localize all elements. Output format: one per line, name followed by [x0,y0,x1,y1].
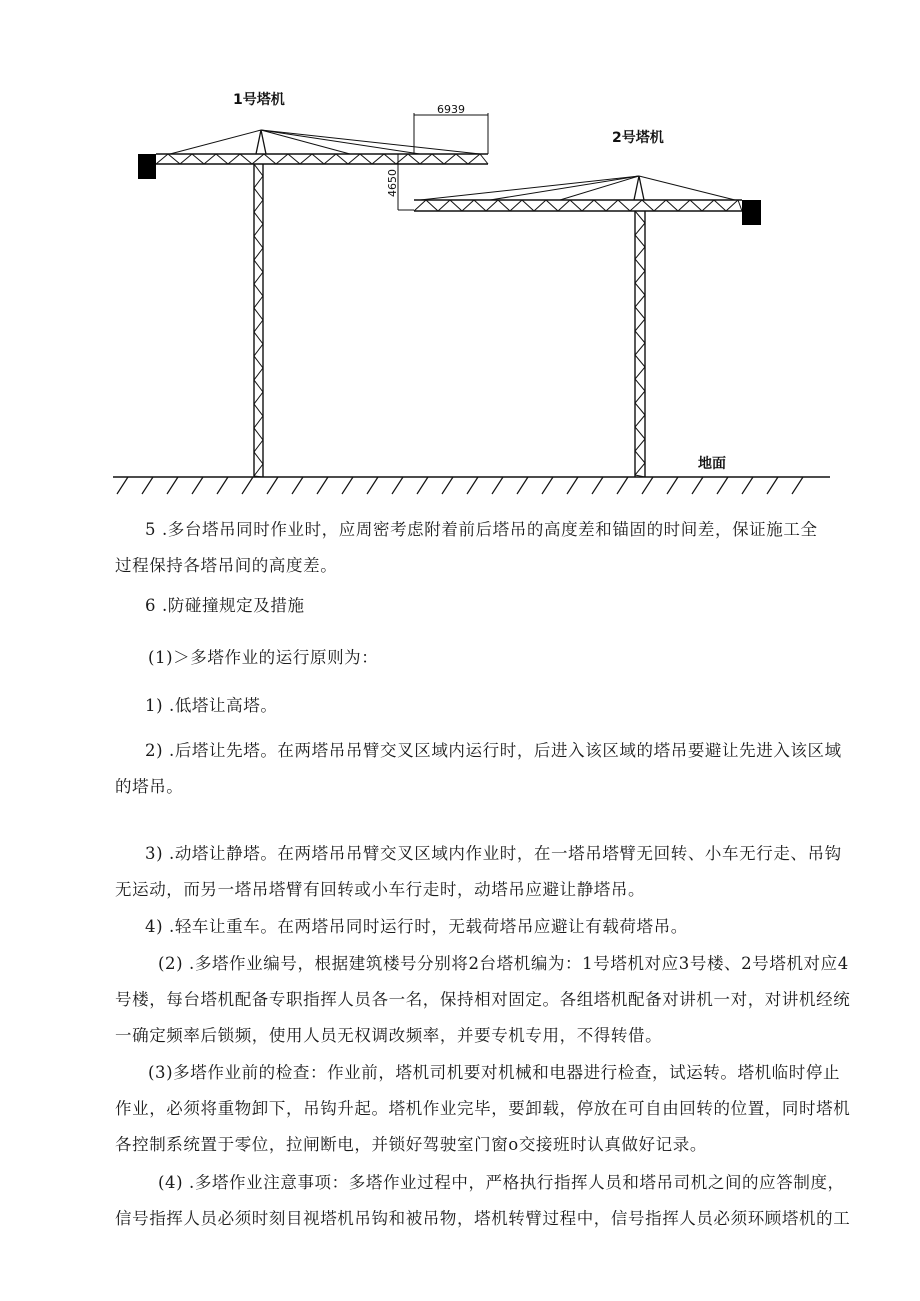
boom-lacing [450,200,462,211]
paragraph-line: 1) .低塔让高塔。 [145,696,278,715]
mast-lacing [635,391,645,403]
boom-lacing [690,200,702,211]
ground-hatch [292,477,303,494]
mast-lacing [254,404,263,416]
paragraph-line: 信号指挥人员必须时刻目视塔机吊钩和被吊物，塔机转臂过程中，信号指挥人员必须环顾塔机的工 [115,1209,851,1228]
mast-lacing [254,224,263,236]
ground-hatch [242,477,253,494]
ground-hatch [592,477,603,494]
ground-hatch [792,477,803,494]
mast-lacing [635,427,645,439]
horizontal-dimension-value: 6939 [437,103,465,116]
tie-rod [261,130,480,154]
boom-lacing [498,200,510,211]
item-3 [115,1055,851,1163]
boom-lacing [558,200,570,211]
crane-1 [138,130,488,477]
ground-hatch [442,477,453,494]
rule-2 [115,733,842,805]
mast-lacing [635,439,645,451]
tie-rod [490,176,639,200]
paragraph-line: 过程保持各塔吊间的高度差。 [115,556,338,575]
item-1-heading [148,640,378,676]
ground-hatch [717,477,728,494]
tower-head [256,130,261,154]
boom-lacing [324,154,336,164]
ground-hatch [217,477,228,494]
tie-rod [639,176,735,200]
boom-lacing [456,154,468,164]
ground-hatch [642,477,653,494]
mast-lacing [254,368,263,380]
ground-hatch [667,477,678,494]
ground-label: 地面 [698,456,726,472]
boom-lacing [312,154,324,164]
rule-4 [145,909,688,945]
boom-lacing [420,154,432,164]
ground-hatch [517,477,528,494]
boom-lacing [264,154,276,164]
mast-lacing [635,319,645,331]
mast-lacing [635,307,645,319]
mast-lacing [254,176,263,188]
mast-lacing [635,247,645,259]
tower-crane-diagram [0,0,920,500]
rule-3 [115,836,842,908]
boom-lacing [252,154,264,164]
ground-hatch [692,477,703,494]
boom-lacing [618,200,630,211]
boom-lacing [654,200,666,211]
mast-lacing [635,355,645,367]
mast-lacing [254,440,263,452]
mast-lacing [254,296,263,308]
boom-lacing [432,154,444,164]
paragraph-line: 4) .轻车让重车。在两塔吊同时运行时，无载荷塔吊应避让有载荷塔吊。 [145,917,688,936]
mast-lacing [635,343,645,355]
boom-lacing [534,200,546,211]
section-heading: 6 .防碰撞规定及措施 [145,596,305,615]
paragraph-line: 的塔吊。 [115,777,184,796]
mast-lacing [254,392,263,404]
mast-lacing [254,248,263,260]
mast-lacing [635,415,645,427]
boom-lacing [438,200,450,211]
ground-hatch [342,477,353,494]
ground-hatch [367,477,378,494]
paragraph-line: 各控制系统置于零位，拉闸断电，并锁好驾驶室门窗o交接班时认真做好记录。 [115,1135,707,1154]
boom-lacing [276,154,288,164]
tie-rod [261,130,420,154]
boom-lacing [240,154,252,164]
ground-hatch [542,477,553,494]
ground-hatch [417,477,428,494]
mast-lacing [635,463,645,475]
mast-lacing [635,403,645,415]
mast-lacing [254,380,263,392]
mast-lacing [254,416,263,428]
boom-lacing [738,200,742,211]
tower-head [634,176,639,200]
crane-1-label: 1号塔机 [233,92,285,108]
boom-lacing [726,200,738,211]
crane-2 [414,176,761,477]
ground-line [113,477,830,494]
ground-hatch [192,477,203,494]
boom-lacing [426,200,438,211]
mast-lacing [254,260,263,272]
boom-lacing [408,154,420,164]
paragraph-line: (1)＞多塔作业的运行原则为： [148,648,379,667]
tie-rod [170,130,261,154]
mast-lacing [635,283,645,295]
boom-lacing [192,154,204,164]
paragraph-line: (4) .多塔作业注意事项：多塔作业过程中，严格执行指挥人员和塔吊司机之间的应答制度， [158,1173,845,1192]
mast-lacing [635,295,645,307]
boom-lacing [336,154,348,164]
paragraph-line: 作业，必须将重物卸下，吊钩升起。塔机作业完毕，要卸载，停放在可自由回转的位置，同时塔机 [115,1099,851,1118]
ground-hatch [117,477,128,494]
counterweight [742,200,761,225]
boom-lacing [360,154,372,164]
ground-hatch [617,477,628,494]
boom-lacing [702,200,714,211]
mast-lacing [254,452,263,464]
boom-lacing [288,154,300,164]
ground-hatch [767,477,778,494]
mast-lacing [254,428,263,440]
boom-lacing [510,200,522,211]
ground-hatch [392,477,403,494]
mast-lacing [635,223,645,235]
mast-lacing [254,284,263,296]
mast-lacing [254,464,263,476]
ground-hatch [167,477,178,494]
tie-rod [420,176,639,200]
boom-lacing [666,200,678,211]
tie-rod [261,130,350,154]
paragraph-line: 3) .动塔让静塔。在两塔吊吊臂交叉区域内作业时，在一塔吊塔臂无回转、小车无行走、吊钩 [145,844,842,863]
boom-lacing [678,200,690,211]
tie-rod [560,176,639,200]
boom-lacing [486,200,498,211]
boom-lacing [168,154,180,164]
boom-lacing [642,200,654,211]
mast-lacing [254,200,263,212]
item-4 [115,1165,851,1237]
paragraph-line: 无运动，而另一塔吊塔臂有回转或小车行走时，动塔吊应避让静塔吊。 [115,880,646,899]
mast-lacing [635,451,645,463]
mast-lacing [254,356,263,368]
crane-elevation-drawing [0,0,920,500]
ground-hatch [267,477,278,494]
paragraph-line: (3)多塔作业前的检查：作业前，塔机司机要对机械和电器进行检查，试运转。塔机临时停止 [148,1063,841,1082]
mast-lacing [635,379,645,391]
boom-lacing [372,154,384,164]
dimension-lines [398,113,488,210]
item-2 [115,946,851,1054]
tower-head [261,130,266,154]
vertical-dimension-value: 4650 [386,169,399,197]
boom-lacing [546,200,558,211]
heading-6 [145,588,305,624]
boom-lacing [480,154,488,164]
mast-lacing [254,236,263,248]
paragraph-line: 5 .多台塔吊同时作业时，应周密考虑附着前后塔吊的高度差和锚固的时间差，保证施工全 [145,520,818,539]
mast-lacing [635,271,645,283]
boom-lacing [462,200,474,211]
ground-hatch [467,477,478,494]
paragraph-line: 号楼，每台塔机配备专职指挥人员各一名，保持相对固定。各组塔机配备对讲机一对，对讲机经统 [115,990,851,1009]
rule-1 [145,688,277,724]
boom-lacing [630,200,642,211]
ground-hatch [567,477,578,494]
boom-lacing [522,200,534,211]
ground-hatch [742,477,753,494]
mast-lacing [254,164,263,176]
mast-lacing [254,212,263,224]
boom-lacing [180,154,192,164]
mast-lacing [635,211,645,223]
mast-lacing [254,320,263,332]
crane-2-label: 2号塔机 [612,130,664,146]
boom-lacing [384,154,396,164]
paragraph-line: 2) .后塔让先塔。在两塔吊吊臂交叉区域内运行时，后进入该区域的塔吊要避让先进入该区域 [145,741,842,760]
ground-hatch [492,477,503,494]
boom-lacing [606,200,618,211]
mast-lacing [635,367,645,379]
boom-lacing [204,154,216,164]
paragraph-line: (2) .多塔作业编号，根据建筑楼号分别将2台塔机编为：1号塔机对应3号楼、2号塔机对应4 [158,954,849,973]
boom-lacing [468,154,480,164]
boom-lacing [216,154,228,164]
boom-lacing [414,200,426,211]
mast-lacing [635,235,645,247]
mast-lacing [635,259,645,271]
boom-lacing [228,154,240,164]
boom-lacing [474,200,486,211]
paragraph-line: 一确定频率后锁频，使用人员无权调改频率，并要专机专用，不得转借。 [115,1026,663,1045]
mast-lacing [254,344,263,356]
tower-head [639,176,644,200]
boom-lacing [156,154,168,164]
boom-lacing [714,200,726,211]
counterweight [138,154,156,179]
paragraph-5 [115,512,818,584]
boom-lacing [300,154,312,164]
mast-lacing [635,331,645,343]
mast-lacing [254,272,263,284]
boom-lacing [348,154,360,164]
mast-lacing [254,308,263,320]
mast-lacing [254,332,263,344]
boom-lacing [594,200,606,211]
mast-lacing [254,188,263,200]
ground-hatch [142,477,153,494]
boom-lacing [444,154,456,164]
ground-hatch [317,477,328,494]
boom-lacing [582,200,594,211]
boom-lacing [570,200,582,211]
